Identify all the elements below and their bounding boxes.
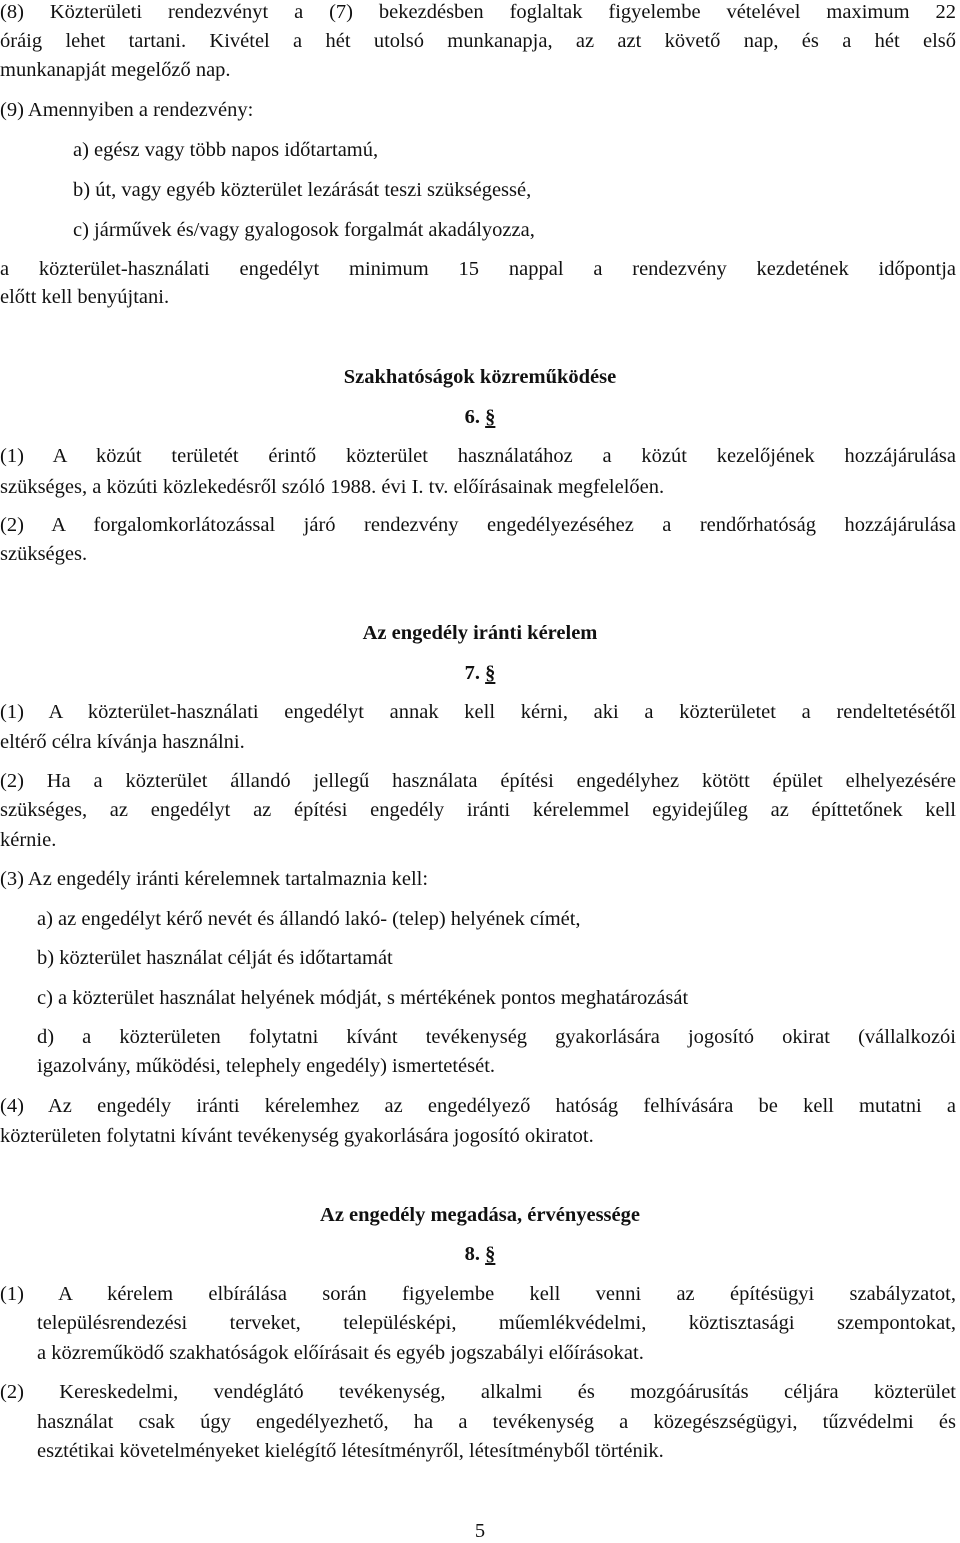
- section-7-number: [0, 661, 960, 685]
- section-7-p1-line-1: (1) A közterület-használati engedélyt annak kell kérni, aki a közterületet a rendeltetésétől: [0, 701, 956, 723]
- section-sign: §: [485, 1243, 496, 1265]
- section-8-p2-line-3: esztétikai követelményeket kielégítő létesítményről, létesítményből történik.: [37, 1440, 664, 1462]
- paragraph-8-line-3: munkanapját megelőző nap.: [0, 59, 231, 81]
- section-7-p4-line-1: (4) Az engedély iránti kérelemhez az engedélyező hatóság felhívására be kell mutatni a: [0, 1095, 956, 1117]
- section-7-heading: Az engedély iránti kérelem: [362, 622, 598, 644]
- section-7-p3-item-b: b) közterület használat célját és időtartamát: [37, 947, 393, 969]
- section-8-p1-line-2: településrendezési terveket, településképi, műemlékvédelmi, köztisztasági szempontokat,: [37, 1312, 956, 1334]
- section-sign: §: [485, 662, 496, 684]
- paragraph-8-line-1: (8) Közterületi rendezvényt a (7) bekezdésben foglaltak figyelembe vételével maximum 22: [0, 1, 956, 23]
- paragraph-9-line-2: előtt kell benyújtani.: [0, 286, 170, 308]
- section-6-heading: Szakhatóságok közreműködése: [343, 366, 617, 388]
- section-7-p2-line-3: kérnie.: [0, 829, 57, 851]
- section-7-p3-item-a: a) az engedélyt kérő nevét és állandó lakó- (telep) helyének címét,: [37, 908, 581, 930]
- section-7-p4-line-2: közterületen folytatni kívánt tevékenység gyakorlására jogosító okiratot.: [0, 1125, 594, 1147]
- paragraph-9-line-1: a közterület-használati engedélyt minimum 15 nappal a rendezvény kezdetének időpontja: [0, 258, 956, 280]
- section-6-p1-line-2: szükséges, a közúti közlekedésről szóló 1988. évi I. tv. előírásainak megfelelően.: [0, 476, 665, 498]
- section-6-p2-line-1: (2) A forgalomkorlátozással járó rendezvény engedélyezéséhez a rendőrhatóság hozzájárulása: [0, 514, 956, 536]
- section-6-p1-line-1: (1) A közút területét érintő közterület használatához a közút kezelőjének hozzájárulása: [0, 445, 956, 467]
- section-8-p1-line-3: a közreműködő szakhatóságok előírásait és egyéb jogszabályi előírásokat.: [37, 1342, 644, 1364]
- section-6-number: [0, 405, 960, 429]
- section-7-p2-line-2: szükséges, az engedélyt az építési engedély iránti kérelemmel egyidejűleg az építtetőnek kell: [0, 799, 956, 821]
- section-8-p1-line-1: (1) A kérelem elbírálása során figyelembe kell venni az építésügyi szabályzatot,: [0, 1283, 956, 1305]
- paragraph-8-line-2: óráig lehet tartani. Kivétel a hét utolsó munkanapja, az azt követő nap, és a hét első: [0, 30, 956, 52]
- section-8-p2-line-2: használat csak úgy engedélyezhető, ha a tevékenység a közegészségügyi, tűzvédelmi és: [37, 1411, 956, 1433]
- section-sign: §: [485, 406, 496, 428]
- paragraph-9-intro: (9) Amennyiben a rendezvény:: [0, 99, 254, 121]
- section-8-heading: Az engedély megadása, érvényessége: [320, 1204, 640, 1226]
- list-item-b: b) út, vagy egyéb közterület lezárását teszi szükségessé,: [73, 179, 532, 201]
- page-number: 5: [474, 1520, 486, 1542]
- list-item-a: a) egész vagy több napos időtartamú,: [73, 139, 379, 161]
- section-6-number-text: 6.: [464, 406, 480, 428]
- section-7-number-text: 7.: [464, 662, 480, 684]
- section-7-p3-intro: (3) Az engedély iránti kérelemnek tartalmaznia kell:: [0, 868, 429, 890]
- section-7-p2-line-1: (2) Ha a közterület állandó jellegű használata építési engedélyhez kötött épület elhelyezésére: [0, 770, 956, 792]
- section-8-number: [0, 1242, 960, 1266]
- section-7-p3-item-d-line-1: d) a közterületen folytatni kívánt tevékenység gyakorlására jogosító okirat (vállalkozói: [37, 1026, 956, 1048]
- section-8-p2-line-1: (2) Kereskedelmi, vendéglátó tevékenység, alkalmi és mozgóárusítás céljára közterület: [0, 1381, 956, 1403]
- section-7-p1-line-2: eltérő célra kívánja használni.: [0, 731, 245, 753]
- list-item-c: c) járművek és/vagy gyalogosok forgalmát akadályozza,: [73, 219, 535, 241]
- section-7-p3-item-d-line-2: igazolvány, működési, telephely engedély) ismertetését.: [37, 1055, 496, 1077]
- section-6-p2-line-2: szükséges.: [0, 543, 88, 565]
- section-7-p3-item-c: c) a közterület használat helyének módját, s mértékének pontos meghatározását: [37, 987, 689, 1009]
- section-8-number-text: 8.: [464, 1243, 480, 1265]
